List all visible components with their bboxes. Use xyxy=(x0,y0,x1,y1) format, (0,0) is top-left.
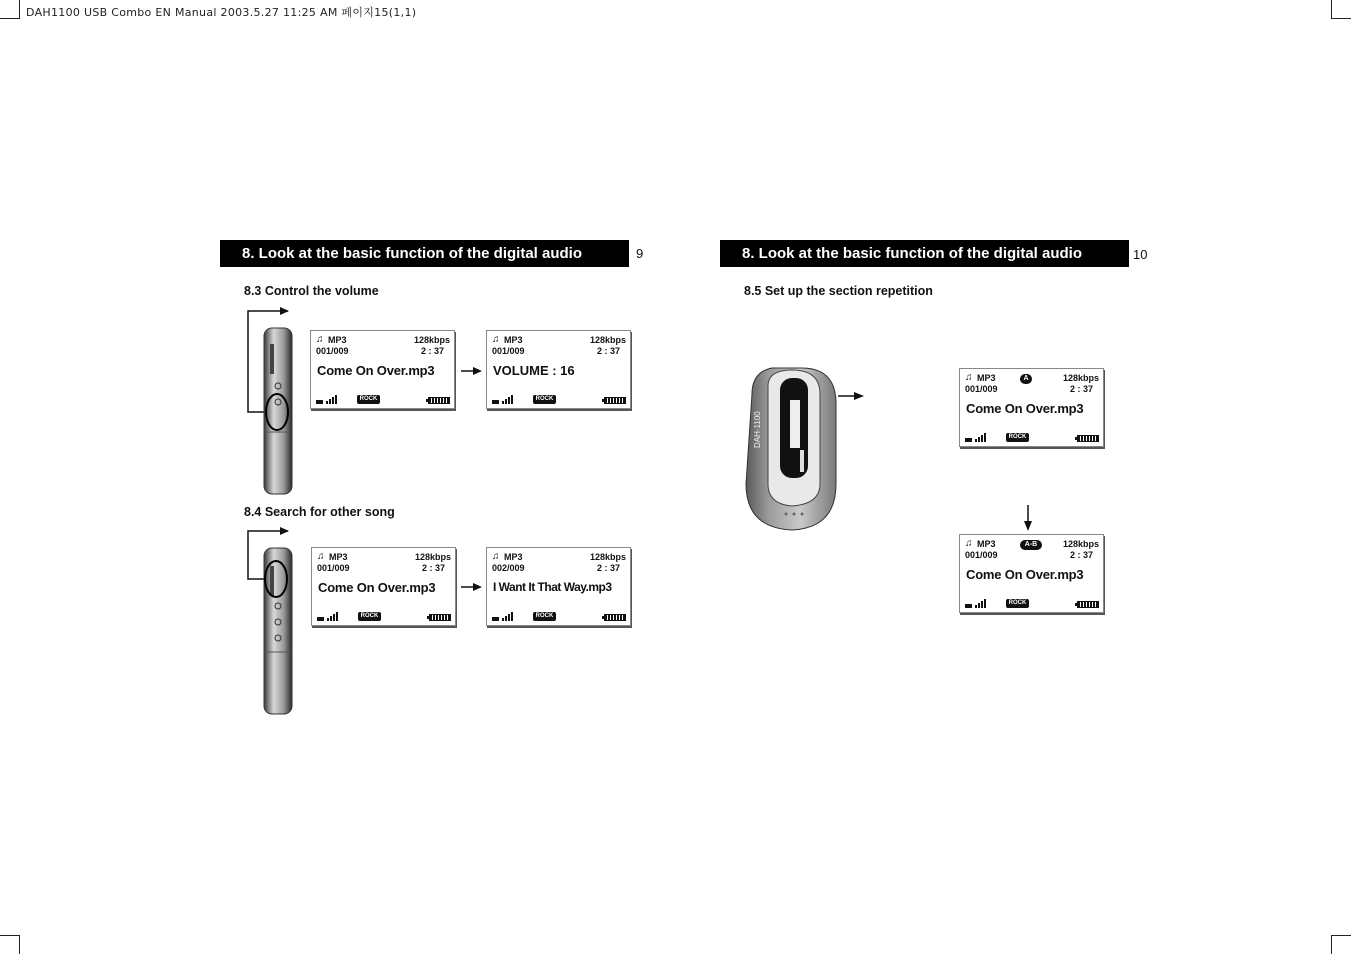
volume-readout: VOLUME : 16 xyxy=(493,363,575,378)
song-title: Come On Over.mp3 xyxy=(966,401,1084,416)
track-counter: 001/009 xyxy=(492,346,525,356)
right-page-number: 10 xyxy=(1133,247,1148,262)
play-time: 2 : 37 xyxy=(420,346,444,356)
play-time: 2 : 37 xyxy=(1069,384,1093,394)
eq-badge: ROCK xyxy=(358,612,381,621)
section-8-4-title: 8.4 Search for other song xyxy=(244,505,395,519)
song-title: Come On Over.mp3 xyxy=(317,363,435,378)
arrow-right-icon xyxy=(461,366,483,376)
signal-bars-icon xyxy=(965,599,989,608)
lcd-screen-volume xyxy=(486,330,631,409)
track-counter: 001/009 xyxy=(965,550,998,560)
lcd-screen-repeat-a xyxy=(959,368,1104,447)
bitrate-label: 128kbps xyxy=(1062,373,1099,383)
signal-bars-icon xyxy=(316,395,340,404)
signal-bars-icon xyxy=(492,395,516,404)
battery-icon xyxy=(429,614,451,621)
lcd-screen-current-song xyxy=(311,547,456,626)
bitrate-label: 128kbps xyxy=(1062,539,1099,549)
format-label: MP3 xyxy=(504,335,523,345)
repeat-ab-indicator: A-B xyxy=(1020,540,1042,550)
play-time: 2 : 37 xyxy=(421,563,445,573)
battery-icon xyxy=(1077,601,1099,608)
left-page-number: 9 xyxy=(636,246,644,261)
music-note-icon: ♫ xyxy=(317,551,325,562)
left-page-header: 8. Look at the basic function of the digital audio player xyxy=(220,240,629,267)
battery-icon xyxy=(604,614,626,621)
play-time: 2 : 37 xyxy=(596,346,620,356)
eq-badge: ROCK xyxy=(1006,599,1029,608)
song-title: Come On Over.mp3 xyxy=(966,567,1084,582)
track-counter: 002/009 xyxy=(492,563,525,573)
eq-badge: ROCK xyxy=(1006,433,1029,442)
player-front-view xyxy=(742,364,842,532)
music-note-icon: ♫ xyxy=(965,372,973,383)
format-label: MP3 xyxy=(328,335,347,345)
bitrate-label: 128kbps xyxy=(589,552,626,562)
format-label: MP3 xyxy=(977,373,996,383)
signal-bars-icon xyxy=(317,612,341,621)
bitrate-label: 128kbps xyxy=(414,552,451,562)
arrow-right-icon xyxy=(461,582,483,592)
track-counter: 001/009 xyxy=(316,346,349,356)
right-page-header: 8. Look at the basic function of the digital audio player xyxy=(720,240,1129,267)
print-slug-line: DAH1100 USB Combo EN Manual 2003.5.27 11:25 AM 페이지15(1,1) xyxy=(26,6,417,19)
repeat-a-indicator: A xyxy=(1020,374,1032,384)
music-note-icon: ♫ xyxy=(492,551,500,562)
play-time: 2 : 37 xyxy=(1069,550,1093,560)
lcd-screen-playing xyxy=(310,330,455,409)
player-side-view-search xyxy=(244,522,294,716)
battery-icon xyxy=(1077,435,1099,442)
arrow-right-icon xyxy=(838,391,866,401)
lcd-screen-next-song xyxy=(486,547,631,626)
format-label: MP3 xyxy=(977,539,996,549)
music-note-icon: ♫ xyxy=(492,334,500,345)
device-brand-text: DAH-1100 xyxy=(753,411,762,448)
player-side-view-volume xyxy=(244,302,294,496)
song-title: I Want It That Way.mp3 xyxy=(493,580,612,594)
eq-badge: ROCK xyxy=(533,395,556,404)
eq-badge: ROCK xyxy=(533,612,556,621)
battery-icon xyxy=(428,397,450,404)
track-counter: 001/009 xyxy=(965,384,998,394)
battery-icon xyxy=(604,397,626,404)
song-title: Come On Over.mp3 xyxy=(318,580,436,595)
arrow-down-icon xyxy=(1023,505,1033,533)
signal-bars-icon xyxy=(965,433,989,442)
track-counter: 001/009 xyxy=(317,563,350,573)
play-time: 2 : 37 xyxy=(596,563,620,573)
eq-badge: ROCK xyxy=(357,395,380,404)
section-8-3-title: 8.3 Control the volume xyxy=(244,284,379,298)
format-label: MP3 xyxy=(329,552,348,562)
bitrate-label: 128kbps xyxy=(413,335,450,345)
format-label: MP3 xyxy=(504,552,523,562)
lcd-screen-repeat-ab xyxy=(959,534,1104,613)
music-note-icon: ♫ xyxy=(316,334,324,345)
signal-bars-icon xyxy=(492,612,516,621)
section-8-5-title: 8.5 Set up the section repetition xyxy=(744,284,933,298)
bitrate-label: 128kbps xyxy=(589,335,626,345)
music-note-icon: ♫ xyxy=(965,538,973,549)
